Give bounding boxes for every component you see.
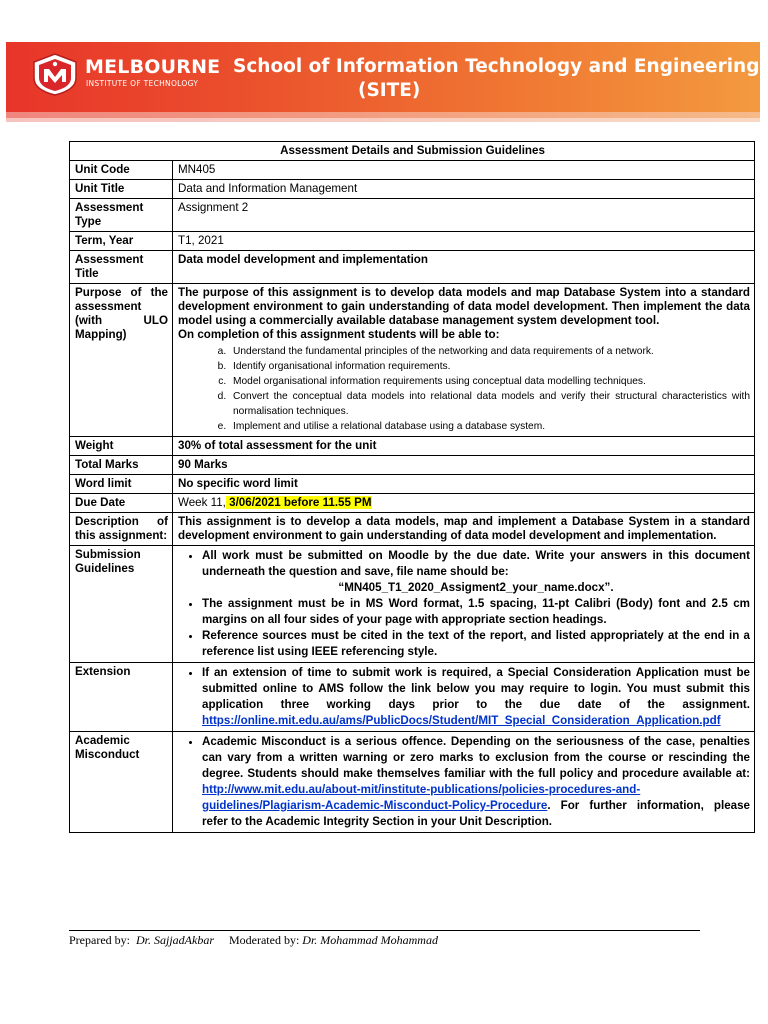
table-row xyxy=(70,251,755,284)
term-value: T1, 2021 xyxy=(173,232,755,251)
logo-subtitle: INSTITUTE OF TECHNOLOGY xyxy=(86,79,199,88)
list-item: c. Model organisational information requirements using conceptual data modelling techniques. xyxy=(229,374,750,389)
footer xyxy=(69,933,438,948)
logo-name: MELBOURNE xyxy=(85,56,221,78)
list-item: b. Identify organisational information requirements. xyxy=(229,359,750,374)
due-date-highlight: 3/06/2021 before 11.55 PM xyxy=(225,496,372,509)
term-label: Term, Year xyxy=(70,232,173,251)
list-item: d. Convert the conceptual data models into relational data models and verify their structural characteristics with normalisation techniques. xyxy=(229,389,750,419)
moderated-by-name: Dr. Mohammad Mohammad xyxy=(302,933,438,947)
submission-label: Submission Guidelines xyxy=(70,546,173,663)
table-row xyxy=(70,732,755,833)
prepared-by-label: Prepared by: xyxy=(69,933,130,947)
submission-filename: “MN405_T1_2020_Assigment2_your_name.docx”. xyxy=(338,581,614,594)
table-row xyxy=(70,232,755,251)
list-item: e. Implement and utilise a relational database using a database system. xyxy=(229,419,750,434)
assessment-table xyxy=(69,141,755,833)
purpose-label: Purpose of the assessment (with ULO Mapping) xyxy=(70,284,173,437)
academic-text: Academic Misconduct is a serious offence. Depending on the seriousness of the case, penalties can vary from a written warning or zero marks to exclusion from the course or rescinding the degree. Students should make themselves familiar with the full policy and procedure available at: xyxy=(202,735,750,780)
purpose-intro: On completion of this assignment students will be able to: xyxy=(178,328,500,341)
special-consideration-link[interactable]: https://online.mit.edu.au/ams/PublicDocs/Student/MIT_Special_Consideration_Application.pdf xyxy=(202,714,721,727)
assessment-type-value: Assignment 2 xyxy=(173,199,755,232)
due-date-week: Week 11, xyxy=(178,496,226,509)
table-row xyxy=(70,180,755,199)
word-limit-value: No specific word limit xyxy=(173,475,755,494)
unit-code-value: MN405 xyxy=(173,161,755,180)
extension-list xyxy=(178,665,750,729)
table-row xyxy=(70,199,755,232)
total-marks-value: 90 Marks xyxy=(173,456,755,475)
unit-code-label: Unit Code xyxy=(70,161,173,180)
purpose-cell xyxy=(173,284,755,437)
description-value: This assignment is to develop a data models, map and implement a Database System in a standard development environment to gain understanding of data model development and implementation. xyxy=(173,513,755,546)
submission-cell xyxy=(173,546,755,663)
list-item: • Reference sources must be cited in the text of the report, and listed appropriately at the end in a reference list using IEEE referencing style. xyxy=(202,628,750,660)
academic-misconduct-cell xyxy=(173,732,755,833)
table-heading-row xyxy=(70,142,755,161)
list-item: • The assignment must be in MS Word format, 1.5 spacing, 11-pt Calibri (Body) font and 2.5 cm margins on all four sides of your page with appropriate section headings. xyxy=(202,596,750,628)
description-label: Description of this assignment: xyxy=(70,513,173,546)
unit-title-value: Data and Information Management xyxy=(173,180,755,199)
due-date-cell xyxy=(173,494,755,513)
misconduct-policy-link[interactable]: http://www.mit.edu.au/about-mit/institute-publications/policies-procedures-and-guidelines/Plagiarism-Academic-Misconduct-Policy-Procedure xyxy=(202,783,641,812)
mit-logo-icon xyxy=(30,52,80,96)
list-item: a. Understand the fundamental principles of the networking and data requirements of a network. xyxy=(229,344,750,359)
moderated-by-label: Moderated by: xyxy=(228,933,300,947)
table-row xyxy=(70,513,755,546)
extension-label: Extension xyxy=(70,663,173,732)
footer-divider xyxy=(69,930,700,931)
school-title: School of Information Technology and Engineering xyxy=(233,56,760,77)
table-row xyxy=(70,494,755,513)
table-row xyxy=(70,475,755,494)
weight-value: 30% of total assessment for the unit xyxy=(173,437,755,456)
unit-title-label: Unit Title xyxy=(70,180,173,199)
table-heading: Assessment Details and Submission Guidelines xyxy=(70,142,755,161)
weight-label: Weight xyxy=(70,437,173,456)
table-row xyxy=(70,161,755,180)
assessment-title-value: Data model development and implementation xyxy=(173,251,755,284)
header-banner-shadow xyxy=(6,112,760,122)
table-row xyxy=(70,284,755,437)
purpose-text: The purpose of this assignment is to develop data models and map Database System into a standard development environment to gain understanding of data model development. Then implement the data model using a commercially available database management system development tool. xyxy=(178,286,750,327)
academic-after-text: . For further information, please refer to the Academic Integrity Section in your Unit Description. xyxy=(202,799,750,828)
list-item xyxy=(202,665,750,729)
table-row xyxy=(70,437,755,456)
list-item xyxy=(202,734,750,830)
table-row xyxy=(70,456,755,475)
submission-list xyxy=(178,548,750,660)
assessment-title-label: Assessment Title xyxy=(70,251,173,284)
table-row xyxy=(70,663,755,732)
prepared-by-name: Dr. SajjadAkbar xyxy=(135,933,214,947)
total-marks-label: Total Marks xyxy=(70,456,173,475)
extension-cell xyxy=(173,663,755,732)
table-row xyxy=(70,546,755,663)
objectives-list xyxy=(178,344,750,434)
list-item xyxy=(202,548,750,596)
submission-bullet-1: All work must be submitted on Moodle by the due date. Write your answers in this document underneath the question and save, file name should be: xyxy=(202,549,750,578)
academic-list xyxy=(178,734,750,830)
word-limit-label: Word limit xyxy=(70,475,173,494)
assessment-type-label: Assessment Type xyxy=(70,199,173,232)
academic-misconduct-label: Academic Misconduct xyxy=(70,732,173,833)
extension-text: If an extension of time to submit work is required, a Special Consideration Application must be submitted online to AMS follow the link below you may require to login. You must submit this application three working days prior to the due date of the assignment. xyxy=(202,666,750,711)
due-date-label: Due Date xyxy=(70,494,173,513)
school-abbreviation: (SITE) xyxy=(358,80,421,101)
